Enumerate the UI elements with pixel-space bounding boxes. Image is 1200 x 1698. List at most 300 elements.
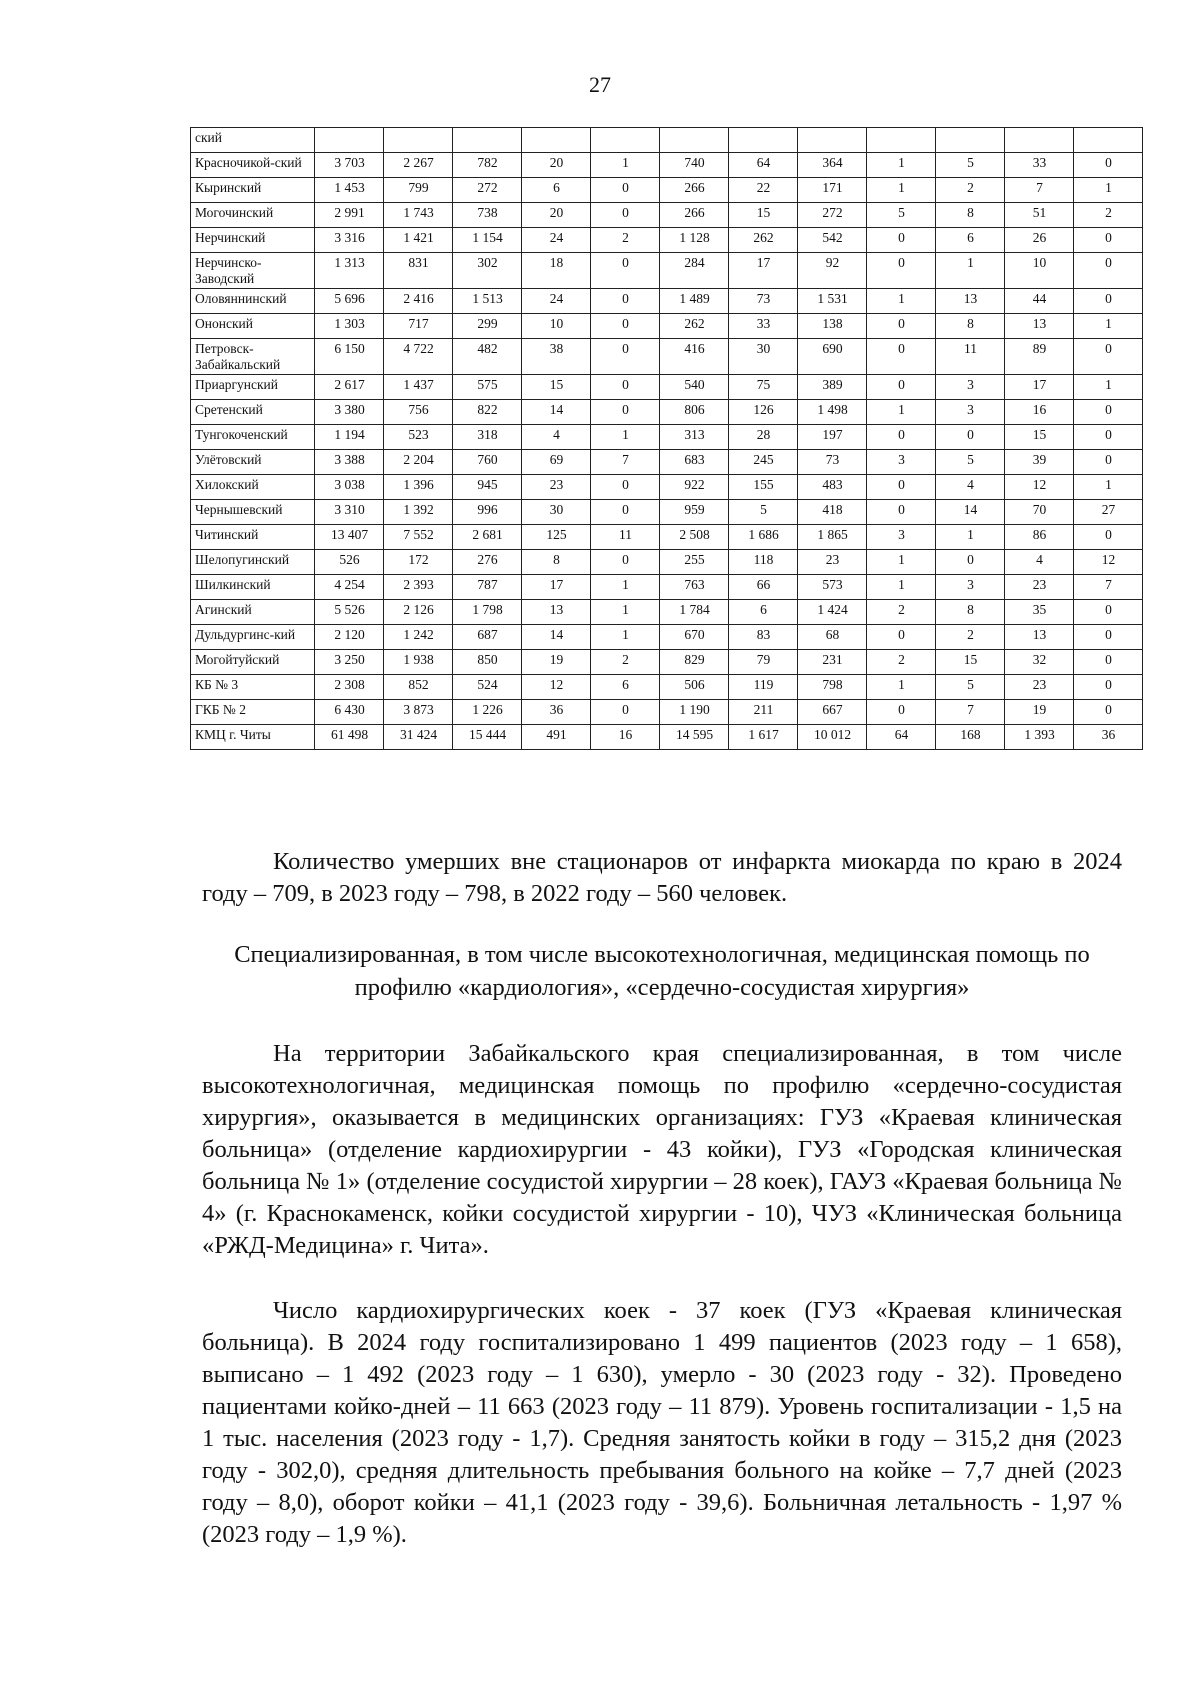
table-cell: 1 396 (384, 475, 453, 500)
table-cell: 3 703 (315, 153, 384, 178)
table-cell: 4 254 (315, 575, 384, 600)
table-cell: 61 498 (315, 725, 384, 750)
table-cell: 15 (936, 650, 1005, 675)
table-cell: 17 (522, 575, 591, 600)
table-cell: 14 (522, 400, 591, 425)
table-cell: 32 (1005, 650, 1074, 675)
table-cell: 1 (867, 289, 936, 314)
table-row (191, 228, 1143, 253)
table-cell: 31 424 (384, 725, 453, 750)
table-cell: 1 (591, 425, 660, 450)
table-cell: 0 (591, 500, 660, 525)
district-name-cell: Шилкинский (191, 575, 315, 600)
table-cell: 0 (591, 700, 660, 725)
table-cell (384, 128, 453, 153)
table-cell: 30 (729, 339, 798, 375)
table-cell: 5 (936, 450, 1005, 475)
table-cell: 0 (1074, 228, 1143, 253)
table-cell: 0 (591, 550, 660, 575)
district-name-cell: Сретенский (191, 400, 315, 425)
table-cell: 687 (453, 625, 522, 650)
table-row (191, 625, 1143, 650)
table-cell: 540 (660, 375, 729, 400)
table-cell: 3 873 (384, 700, 453, 725)
table-cell (1074, 128, 1143, 153)
table-cell: 1 (867, 675, 936, 700)
table-cell: 0 (1074, 400, 1143, 425)
table-cell: 959 (660, 500, 729, 525)
table-cell: 1 798 (453, 600, 522, 625)
table-cell: 231 (798, 650, 867, 675)
table-cell: 1 421 (384, 228, 453, 253)
section-heading: Специализированная, в том числе высокотехнологичная, медицинская помощь по профилю «кардиология», «сердечно-сосудистая хирургия» (234, 941, 1090, 1001)
table-cell: 262 (729, 228, 798, 253)
table-cell: 70 (1005, 500, 1074, 525)
table-cell: 5 696 (315, 289, 384, 314)
table-cell: 79 (729, 650, 798, 675)
table-cell: 1 531 (798, 289, 867, 314)
table-cell: 73 (798, 450, 867, 475)
table-cell: 6 (522, 178, 591, 203)
table-cell: 798 (798, 675, 867, 700)
table-cell: 1 128 (660, 228, 729, 253)
table-cell: 738 (453, 203, 522, 228)
table-cell: 0 (867, 500, 936, 525)
table-cell: 922 (660, 475, 729, 500)
table-cell: 16 (591, 725, 660, 750)
table-cell: 3 (867, 450, 936, 475)
table-cell: 299 (453, 314, 522, 339)
table-cell: 155 (729, 475, 798, 500)
table-cell: 14 595 (660, 725, 729, 750)
table-cell: 683 (660, 450, 729, 475)
table-cell: 0 (1074, 525, 1143, 550)
table-cell: 23 (798, 550, 867, 575)
table-cell: 0 (1074, 675, 1143, 700)
table-cell: 284 (660, 253, 729, 289)
table-cell: 1 (591, 625, 660, 650)
table-cell: 1 453 (315, 178, 384, 203)
table-cell: 523 (384, 425, 453, 450)
district-name-cell: Могойтуйский (191, 650, 315, 675)
table-cell: 5 526 (315, 600, 384, 625)
table-cell: 20 (522, 203, 591, 228)
district-name-cell: КБ № 3 (191, 675, 315, 700)
table-cell: 24 (522, 289, 591, 314)
table-cell: 2 (1074, 203, 1143, 228)
table-cell: 5 (729, 500, 798, 525)
table-cell: 83 (729, 625, 798, 650)
table-cell: 245 (729, 450, 798, 475)
table-cell: 1 437 (384, 375, 453, 400)
table-cell (1005, 128, 1074, 153)
table-cell (522, 128, 591, 153)
table-cell: 3 (936, 375, 1005, 400)
table-cell: 2 267 (384, 153, 453, 178)
table-cell: 1 (936, 525, 1005, 550)
table-cell: 667 (798, 700, 867, 725)
table-cell: 2 (867, 600, 936, 625)
table-cell: 1 938 (384, 650, 453, 675)
table-row (191, 475, 1143, 500)
table-cell: 2 393 (384, 575, 453, 600)
table-cell: 3 (867, 525, 936, 550)
table-cell: 2 308 (315, 675, 384, 700)
table-cell: 1 (1074, 375, 1143, 400)
table-row (191, 253, 1143, 289)
table-cell: 22 (729, 178, 798, 203)
table-cell: 73 (729, 289, 798, 314)
district-name-cell: Красночикой-ский (191, 153, 315, 178)
table-cell: 172 (384, 550, 453, 575)
table-cell: 23 (1005, 575, 1074, 600)
table-cell: 0 (1074, 450, 1143, 475)
table-cell: 171 (798, 178, 867, 203)
table-cell: 1 (591, 600, 660, 625)
table-cell: 38 (522, 339, 591, 375)
table-cell: 255 (660, 550, 729, 575)
district-name-cell: Тунгокоченский (191, 425, 315, 450)
table-cell: 1 784 (660, 600, 729, 625)
table-row (191, 425, 1143, 450)
table-cell: 11 (936, 339, 1005, 375)
table-cell: 15 (729, 203, 798, 228)
table-cell: 44 (1005, 289, 1074, 314)
table-cell: 272 (453, 178, 522, 203)
table-cell: 0 (591, 400, 660, 425)
table-cell: 302 (453, 253, 522, 289)
district-name-cell: ский (191, 128, 315, 153)
table-cell: 1 (867, 400, 936, 425)
district-name-cell: Агинский (191, 600, 315, 625)
table-cell: 0 (867, 314, 936, 339)
table-cell: 418 (798, 500, 867, 525)
table-cell: 33 (729, 314, 798, 339)
table-cell: 36 (1074, 725, 1143, 750)
table-cell: 10 (522, 314, 591, 339)
table-cell: 27 (1074, 500, 1143, 525)
district-name-cell: Кыринский (191, 178, 315, 203)
table-cell: 491 (522, 725, 591, 750)
table-cell: 829 (660, 650, 729, 675)
table-cell: 1 743 (384, 203, 453, 228)
table-cell: 51 (1005, 203, 1074, 228)
table-cell (798, 128, 867, 153)
table-cell: 850 (453, 650, 522, 675)
table-cell: 7 (591, 450, 660, 475)
table-cell: 0 (936, 425, 1005, 450)
district-name-cell: ГКБ № 2 (191, 700, 315, 725)
table-cell: 0 (1074, 425, 1143, 450)
district-name-cell: Читинский (191, 525, 315, 550)
table-cell: 0 (591, 289, 660, 314)
table-cell: 197 (798, 425, 867, 450)
table-cell: 168 (936, 725, 1005, 750)
table-cell: 89 (1005, 339, 1074, 375)
table-cell: 1 190 (660, 700, 729, 725)
table-cell: 945 (453, 475, 522, 500)
table-cell: 8 (522, 550, 591, 575)
table-cell: 20 (522, 153, 591, 178)
table-cell: 1 392 (384, 500, 453, 525)
table-row (191, 500, 1143, 525)
table-row (191, 600, 1143, 625)
table-cell: 4 (936, 475, 1005, 500)
table-cell: 2 126 (384, 600, 453, 625)
table-cell: 3 388 (315, 450, 384, 475)
table-cell: 416 (660, 339, 729, 375)
district-name-cell: Ононский (191, 314, 315, 339)
table-cell: 125 (522, 525, 591, 550)
table-cell: 26 (1005, 228, 1074, 253)
table-cell: 92 (798, 253, 867, 289)
table-cell: 690 (798, 339, 867, 375)
table-cell: 0 (867, 700, 936, 725)
table-cell: 389 (798, 375, 867, 400)
table-cell: 86 (1005, 525, 1074, 550)
table-cell (315, 128, 384, 153)
table-cell: 0 (591, 375, 660, 400)
table-cell: 1 154 (453, 228, 522, 253)
table-cell: 13 (522, 600, 591, 625)
table-cell: 756 (384, 400, 453, 425)
table-cell: 64 (867, 725, 936, 750)
table-cell: 262 (660, 314, 729, 339)
table-row (191, 700, 1143, 725)
table-cell: 1 (1074, 178, 1143, 203)
table-cell: 1 686 (729, 525, 798, 550)
table-cell: 4 722 (384, 339, 453, 375)
table-cell: 763 (660, 575, 729, 600)
table-cell: 1 489 (660, 289, 729, 314)
table-row (191, 675, 1143, 700)
table-cell: 0 (591, 203, 660, 228)
table-cell: 1 (591, 575, 660, 600)
table-cell: 1 313 (315, 253, 384, 289)
table-cell: 787 (453, 575, 522, 600)
table-cell: 2 120 (315, 625, 384, 650)
table-cell: 0 (1074, 289, 1143, 314)
table-cell: 2 681 (453, 525, 522, 550)
table-cell: 0 (867, 475, 936, 500)
table-cell: 10 (1005, 253, 1074, 289)
statistics-table (190, 127, 1143, 750)
table-cell: 822 (453, 400, 522, 425)
table-cell (729, 128, 798, 153)
table-cell: 1 (1074, 314, 1143, 339)
table-cell: 0 (1074, 700, 1143, 725)
table-cell: 7 (936, 700, 1005, 725)
table-cell (936, 128, 1005, 153)
table-cell: 2 (936, 625, 1005, 650)
table-cell: 2 204 (384, 450, 453, 475)
table-cell: 0 (1074, 153, 1143, 178)
table-cell: 1 865 (798, 525, 867, 550)
table-cell: 0 (591, 339, 660, 375)
table-cell: 30 (522, 500, 591, 525)
district-name-cell: Могочинский (191, 203, 315, 228)
table-cell: 6 (729, 600, 798, 625)
table-cell: 3 310 (315, 500, 384, 525)
table-cell: 3 (936, 400, 1005, 425)
table-cell: 799 (384, 178, 453, 203)
table-cell: 8 (936, 203, 1005, 228)
table-cell: 13 (936, 289, 1005, 314)
table-cell: 3 038 (315, 475, 384, 500)
district-name-cell: Хилокский (191, 475, 315, 500)
table-cell: 272 (798, 203, 867, 228)
table-body (191, 128, 1143, 750)
table-cell: 760 (453, 450, 522, 475)
table-row (191, 575, 1143, 600)
table-cell: 119 (729, 675, 798, 700)
table-cell: 2 (591, 650, 660, 675)
table-cell: 5 (867, 203, 936, 228)
table-cell: 573 (798, 575, 867, 600)
table-row (191, 339, 1143, 375)
table-cell: 0 (867, 228, 936, 253)
table-cell: 2 (867, 650, 936, 675)
table-cell: 1 617 (729, 725, 798, 750)
table-cell: 19 (1005, 700, 1074, 725)
table-row (191, 725, 1143, 750)
table-cell: 670 (660, 625, 729, 650)
table-cell: 15 (1005, 425, 1074, 450)
table-row (191, 550, 1143, 575)
table-cell (660, 128, 729, 153)
district-name-cell: Приаргунский (191, 375, 315, 400)
table-cell: 66 (729, 575, 798, 600)
district-name-cell: Дульдургинс-кий (191, 625, 315, 650)
table-cell: 8 (936, 600, 1005, 625)
table-cell: 16 (1005, 400, 1074, 425)
table-cell: 23 (1005, 675, 1074, 700)
table-cell: 542 (798, 228, 867, 253)
table-row (191, 525, 1143, 550)
table-cell (453, 128, 522, 153)
district-name-cell: Оловяннинский (191, 289, 315, 314)
table-cell: 6 430 (315, 700, 384, 725)
table-cell: 313 (660, 425, 729, 450)
table-cell: 0 (591, 314, 660, 339)
table-cell: 3 250 (315, 650, 384, 675)
district-name-cell: Нерчинско-Заводский (191, 253, 315, 289)
table-cell: 1 242 (384, 625, 453, 650)
table-cell: 266 (660, 178, 729, 203)
table-cell: 0 (591, 475, 660, 500)
table-cell: 12 (1074, 550, 1143, 575)
table-cell: 68 (798, 625, 867, 650)
table-cell: 17 (729, 253, 798, 289)
table-cell: 524 (453, 675, 522, 700)
district-name-cell: Чернышевский (191, 500, 315, 525)
table-cell: 3 380 (315, 400, 384, 425)
district-name-cell: Нерчинский (191, 228, 315, 253)
table-cell: 483 (798, 475, 867, 500)
table-row (191, 314, 1143, 339)
table-cell: 0 (1074, 650, 1143, 675)
table-cell: 0 (867, 339, 936, 375)
table-cell: 13 (1005, 314, 1074, 339)
table-cell: 7 (1005, 178, 1074, 203)
table-cell: 138 (798, 314, 867, 339)
table-cell: 266 (660, 203, 729, 228)
table-row (191, 289, 1143, 314)
table-cell: 39 (1005, 450, 1074, 475)
table-cell: 782 (453, 153, 522, 178)
district-name-cell: Петровск-Забайкальский (191, 339, 315, 375)
table-cell: 24 (522, 228, 591, 253)
table-cell: 1 513 (453, 289, 522, 314)
table-cell: 0 (867, 375, 936, 400)
table-cell: 0 (1074, 253, 1143, 289)
table-cell: 0 (1074, 625, 1143, 650)
table-cell: 69 (522, 450, 591, 475)
table-cell: 0 (1074, 339, 1143, 375)
table-cell: 2 617 (315, 375, 384, 400)
table-cell: 852 (384, 675, 453, 700)
table-cell: 3 316 (315, 228, 384, 253)
table-cell: 1 424 (798, 600, 867, 625)
table-cell: 0 (591, 253, 660, 289)
table-cell: 1 (867, 575, 936, 600)
table-cell: 15 (522, 375, 591, 400)
table-cell: 0 (936, 550, 1005, 575)
district-name-cell: Улётовский (191, 450, 315, 475)
table-cell: 526 (315, 550, 384, 575)
table-cell: 28 (729, 425, 798, 450)
table-row (191, 450, 1143, 475)
table-cell (867, 128, 936, 153)
table-cell: 6 (591, 675, 660, 700)
table-cell: 2 (936, 178, 1005, 203)
table-cell: 831 (384, 253, 453, 289)
table-cell: 1 498 (798, 400, 867, 425)
table-cell: 5 (936, 675, 1005, 700)
table-cell: 575 (453, 375, 522, 400)
table-row (191, 178, 1143, 203)
table-cell: 740 (660, 153, 729, 178)
table-cell: 19 (522, 650, 591, 675)
table-cell: 1 303 (315, 314, 384, 339)
table-cell: 276 (453, 550, 522, 575)
table-cell: 14 (522, 625, 591, 650)
table-cell: 1 (1074, 475, 1143, 500)
table-row (191, 375, 1143, 400)
table-row (191, 400, 1143, 425)
table-cell: 126 (729, 400, 798, 425)
mortality-paragraph: Количество умерших вне стационаров от инфаркта миокарда по краю в 2024 году – 709, в 2023 году – 798, в 2022 году – 560 человек. (202, 848, 1122, 907)
table-cell: 1 (591, 153, 660, 178)
table-cell: 36 (522, 700, 591, 725)
table-cell: 482 (453, 339, 522, 375)
table-cell: 23 (522, 475, 591, 500)
table-cell: 506 (660, 675, 729, 700)
table-cell: 4 (1005, 550, 1074, 575)
table-cell: 13 (1005, 625, 1074, 650)
table-cell: 12 (522, 675, 591, 700)
table-cell: 7 552 (384, 525, 453, 550)
table-cell: 5 (936, 153, 1005, 178)
table-cell: 1 393 (1005, 725, 1074, 750)
district-name-cell: Шелопугинский (191, 550, 315, 575)
table-cell: 6 (936, 228, 1005, 253)
table-cell: 118 (729, 550, 798, 575)
table-cell: 1 226 (453, 700, 522, 725)
table-cell: 318 (453, 425, 522, 450)
table-cell: 0 (867, 625, 936, 650)
page-number: 27 (589, 72, 611, 97)
